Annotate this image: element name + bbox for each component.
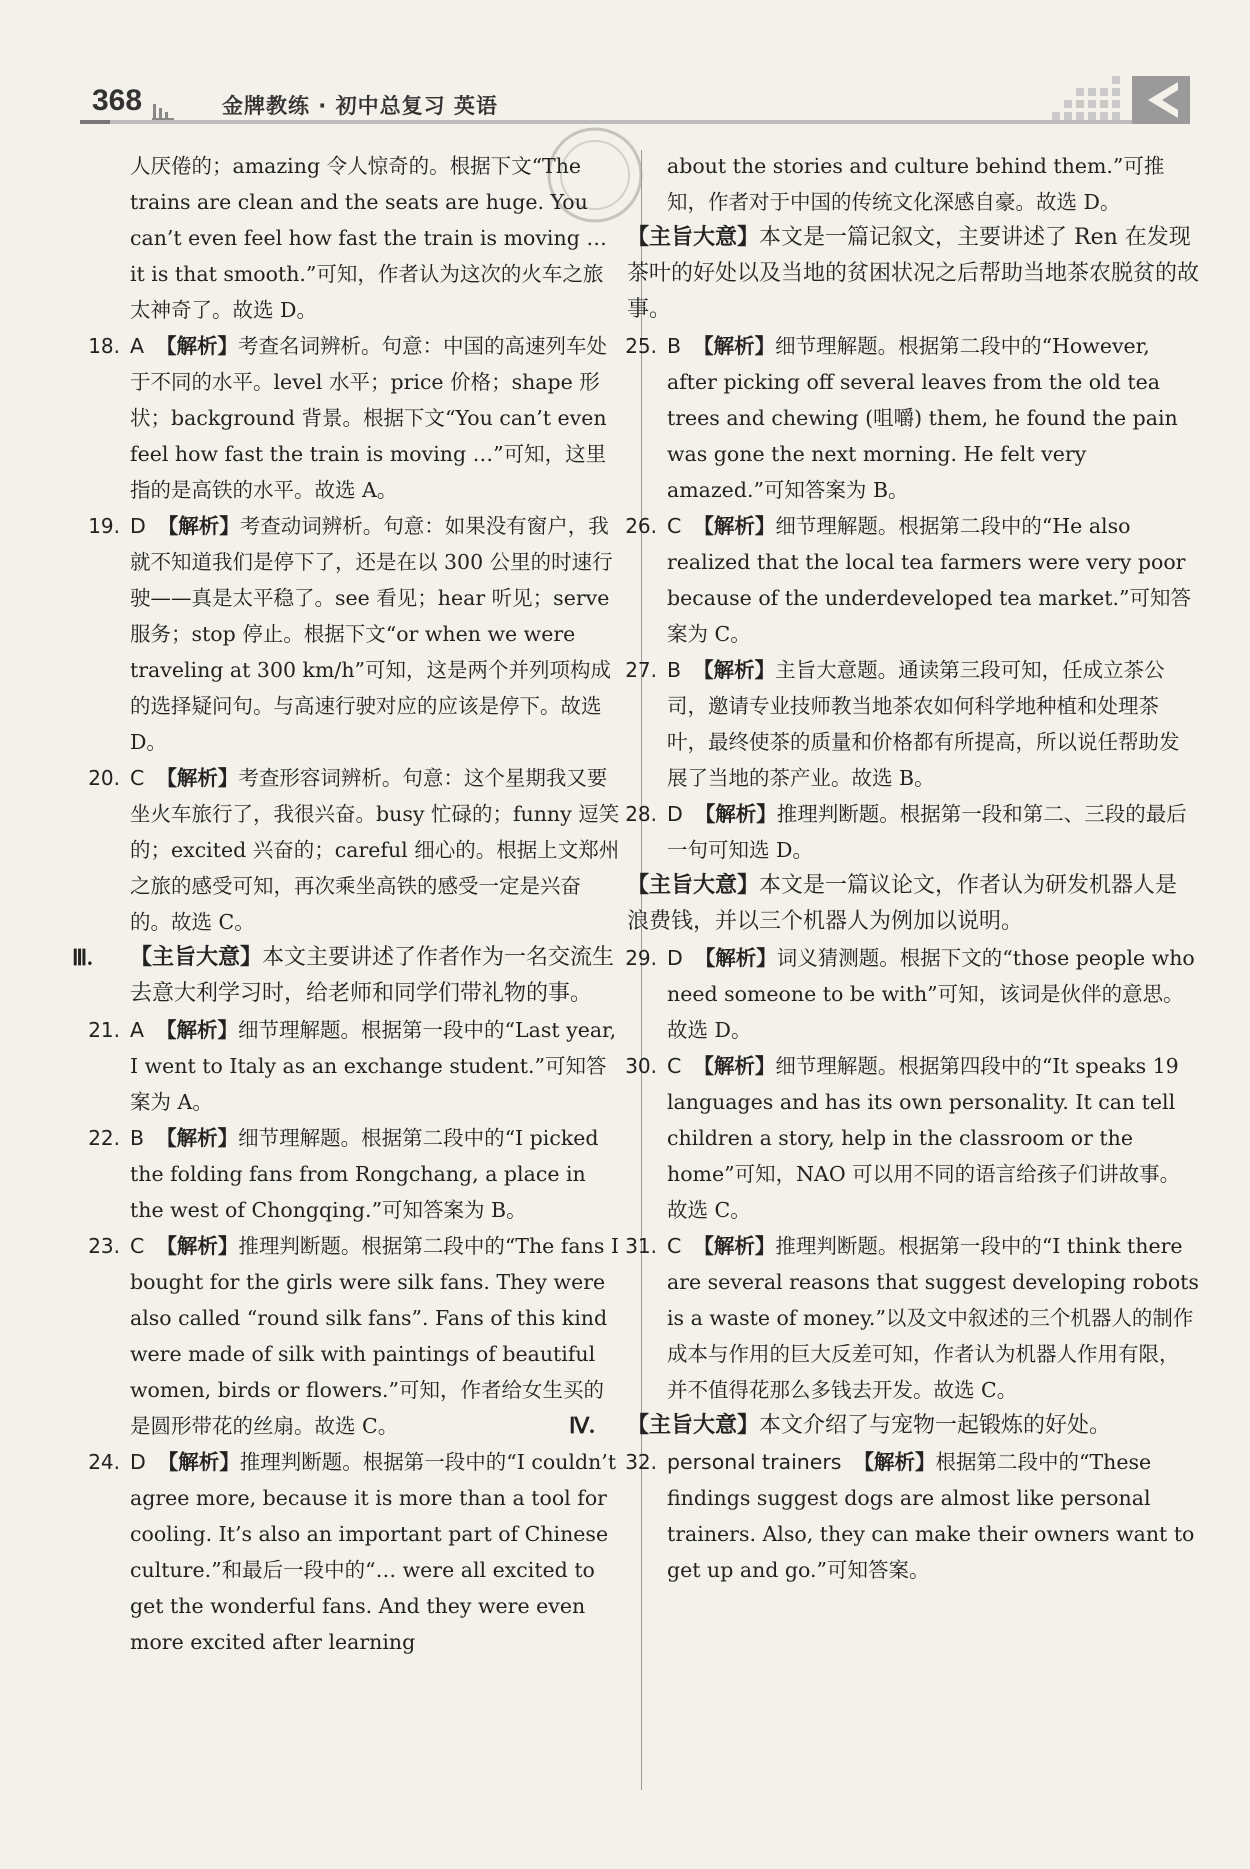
right-column (569, 148, 1200, 1588)
item-answer: B (667, 658, 682, 682)
item-explanation: 细节理解题。根据第四段中的“It speaks 19 languages and has its own personality. It can tell children a story, help in the classroom or the home”可知，NAO 可以用不同的语言给孩子们讲故事。故选 C。 (667, 1054, 1181, 1222)
item-number: 29. (625, 946, 657, 970)
item-number: 18. (88, 334, 120, 358)
item-answer: A (130, 1018, 145, 1042)
summary-robots (627, 868, 1199, 940)
answer-item-20 (88, 760, 620, 940)
analysis-label: 【解析】 (156, 766, 239, 790)
summary-text: 本文是一篇记叙文，主要讲述了 Ren 在发现茶叶的好处以及当地的贫困状况之后帮助当地茶农脱贫的故事。 (627, 225, 1200, 322)
item-explanation: 考查名词辨析。句意：中国的高速列车处于不同的水平。level 水平；price 价格；shape 形状；background 背景。根据下文“You can’t even feel how fast the train is moving …”可知，这里指的是高铁的水平。故选 A。 (130, 334, 608, 502)
item-answer: B (667, 334, 682, 358)
item-answer: C (130, 1234, 145, 1258)
analysis-label: 【解析】 (156, 1234, 239, 1258)
section-4-summary (569, 1408, 1199, 1444)
answer-item-29 (625, 940, 1199, 1048)
analysis-label: 【解析】 (693, 514, 776, 538)
item-answer: C (667, 1234, 682, 1258)
summary-tea-story (627, 220, 1199, 328)
item-explanation: 主旨大意题。通读第三段可知，任成立茶公司，邀请专业技师教当地茶农如何科学地种植和处理茶叶，最终使茶的质量和价格都有所提高，所以说任帮助发展了当地的茶产业。故选 B。 (667, 658, 1180, 790)
answer-item-30 (625, 1048, 1199, 1228)
item-answer: D (130, 1450, 146, 1474)
section-number: Ⅳ. (569, 1413, 595, 1438)
item-explanation: 细节理解题。根据第二段中的“He also realized that the local tea farmers were very poor because of the underdeveloped tea market.”可知答案为 C。 (667, 514, 1191, 646)
page-number: 368 (92, 84, 143, 117)
item-explanation: 考查形容词辨析。句意：这个星期我又要坐火车旅行了，我很兴奋。busy 忙碌的；funny 逗笑的；excited 兴奋的；careful 细心的。根据上文郑州之旅的感受可知，再次乘坐高铁的感受一定是兴奋的。故选 C。 (130, 766, 620, 934)
item-number: 19. (88, 514, 120, 538)
item-explanation: 推理判断题。根据第一段中的“I think there are several reasons that suggest developing robots is a waste of money.”以及文中叙述的三个机器人的制作成本与作用的巨大反差可知，作者认为机器人作用有限，并不值得花那么多钱去开发。故选 C。 (667, 1234, 1199, 1402)
answer-item-25 (625, 328, 1199, 508)
item-answer: personal trainers (667, 1450, 842, 1474)
analysis-label: 【解析】 (693, 658, 776, 682)
item-answer: D (667, 802, 683, 826)
item-number: 30. (625, 1054, 657, 1078)
item-answer: D (130, 514, 146, 538)
item-explanation: 细节理解题。根据第一段中的“Last year, I went to Italy as an exchange student.”可知答案为 A。 (130, 1018, 617, 1114)
analysis-label: 【解析】 (694, 802, 777, 826)
answer-item-24 (88, 1444, 620, 1660)
summary-label: 【主旨大意】 (627, 1413, 760, 1438)
left-column (72, 148, 620, 1660)
answer-item-23 (88, 1228, 620, 1444)
answer-item-27 (625, 652, 1199, 796)
analysis-label: 【解析】 (156, 334, 239, 358)
summary-text: 本文主要讲述了作者作为一名交流生去意大利学习时，给老师和同学们带礼物的事。 (130, 945, 615, 1006)
item-number: 24. (88, 1450, 120, 1474)
analysis-label: 【解析】 (156, 1126, 239, 1150)
item-explanation: 词义猜测题。根据下文的“those people who need someone to be with”可知，该词是伙伴的意思。故选 D。 (667, 946, 1195, 1042)
item-number: 27. (625, 658, 657, 682)
item-answer: B (130, 1126, 145, 1150)
answer-item-26 (625, 508, 1199, 652)
item-explanation: 推理判断题。根据第二段中的“The fans I bought for the girls were silk fans. They were also called “round silk fans”. Fans of this kind were made of silk with paintings of beautiful women, birds or flowers.”可知，作者给女生买的是圆形带花的丝扇。故选 C。 (130, 1234, 619, 1438)
analysis-label: 【解析】 (693, 1054, 776, 1078)
item-number: 26. (625, 514, 657, 538)
summary-label: 【主旨大意】 (130, 945, 263, 970)
analysis-label: 【解析】 (157, 514, 240, 538)
item-explanation: 考查动词辨析。句意：如果没有窗户，我就不知道我们是停下了，还是在以 300 公里的时速行驶——真是太平稳了。see 看见；hear 听见；serve 服务；stop 停止。根据下文“or when we were traveling at 300 km/h”可知，这是两个并列项构成的选择疑问句。与高速行驶对应的应该是停下。故选 D。 (130, 514, 613, 754)
item-answer: C (667, 1054, 682, 1078)
answer-item-18 (88, 328, 620, 508)
item-explanation: 推理判断题。根据第一段和第二、三段的最后一句可知选 D。 (667, 802, 1187, 862)
analysis-label: 【解析】 (693, 334, 776, 358)
item-explanation: 细节理解题。根据第二段中的“However, after picking off several leaves from the old tea trees and chewing (咀嚼) them, he found the pain was gone the next morning. He felt very amazed.”可知答案为 B。 (667, 334, 1178, 502)
summary-text: 本文是一篇议论文，作者认为研发机器人是浪费钱，并以三个机器人为例加以说明。 (627, 873, 1178, 934)
corner-chevron-icon (1052, 76, 1192, 126)
item-answer: C (667, 514, 682, 538)
section-3-summary (72, 940, 620, 1012)
item-explanation: 细节理解题。根据第二段中的“I picked the folding fans from Rongchang, a place in the west of Chongqing.”可知答案为 B。 (130, 1126, 599, 1222)
continuation-text: 人厌倦的；amazing 令人惊奇的。根据下文“The trains are clean and the seats are huge. You can’t even feel how fast the train is moving … it is that smooth.”可知，作者认为这次的火车之旅太神奇了。故选 D。 (130, 154, 607, 322)
book-title: 金牌教练 · 初中总复习 英语 (222, 94, 498, 118)
summary-label: 【主旨大意】 (627, 873, 760, 898)
page-number-tick-icon (152, 98, 174, 120)
analysis-label: 【解析】 (693, 1234, 776, 1258)
analysis-label: 【解析】 (156, 1018, 239, 1042)
item-explanation: 根据第二段中的“These findings suggest dogs are almost like personal trainers. Also, they can make their owners want to get up and go.”可知答案。 (667, 1450, 1195, 1582)
summary-text: 本文介绍了与宠物一起锻炼的好处。 (759, 1413, 1112, 1438)
header-rule-accent (80, 120, 110, 124)
answer-item-21 (88, 1012, 620, 1120)
analysis-label: 【解析】 (853, 1450, 936, 1474)
analysis-label: 【解析】 (157, 1450, 240, 1474)
page-header (0, 0, 1250, 135)
answer-item-19 (88, 508, 620, 760)
answer-item-22 (88, 1120, 620, 1228)
item-answer: A (130, 334, 145, 358)
item-number: 31. (625, 1234, 657, 1258)
item-number: 23. (88, 1234, 120, 1258)
answer-item-32 (625, 1444, 1199, 1588)
item-answer: D (667, 946, 683, 970)
item-answer: C (130, 766, 145, 790)
section-number: Ⅲ. (72, 945, 93, 970)
answer-item-31 (625, 1228, 1199, 1408)
item-number: 22. (88, 1126, 120, 1150)
item-explanation: 推理判断题。根据第一段中的“I couldn’t agree more, because it is more than a tool for cooling. It’s also an important part of Chinese culture.”和最后一段中的“… were all excited to get the wonderful fans. And they were even more excited after learning (130, 1450, 617, 1654)
item-number: 32. (625, 1450, 657, 1474)
answer-item-28 (625, 796, 1199, 868)
item-number: 20. (88, 766, 120, 790)
item-number: 21. (88, 1018, 120, 1042)
analysis-label: 【解析】 (694, 946, 777, 970)
item-number: 28. (625, 802, 657, 826)
continuation-text: about the stories and culture behind them.”可推知，作者对于中国的传统文化深感自豪。故选 D。 (667, 154, 1165, 214)
item-number: 25. (625, 334, 657, 358)
summary-label: 【主旨大意】 (627, 225, 760, 250)
